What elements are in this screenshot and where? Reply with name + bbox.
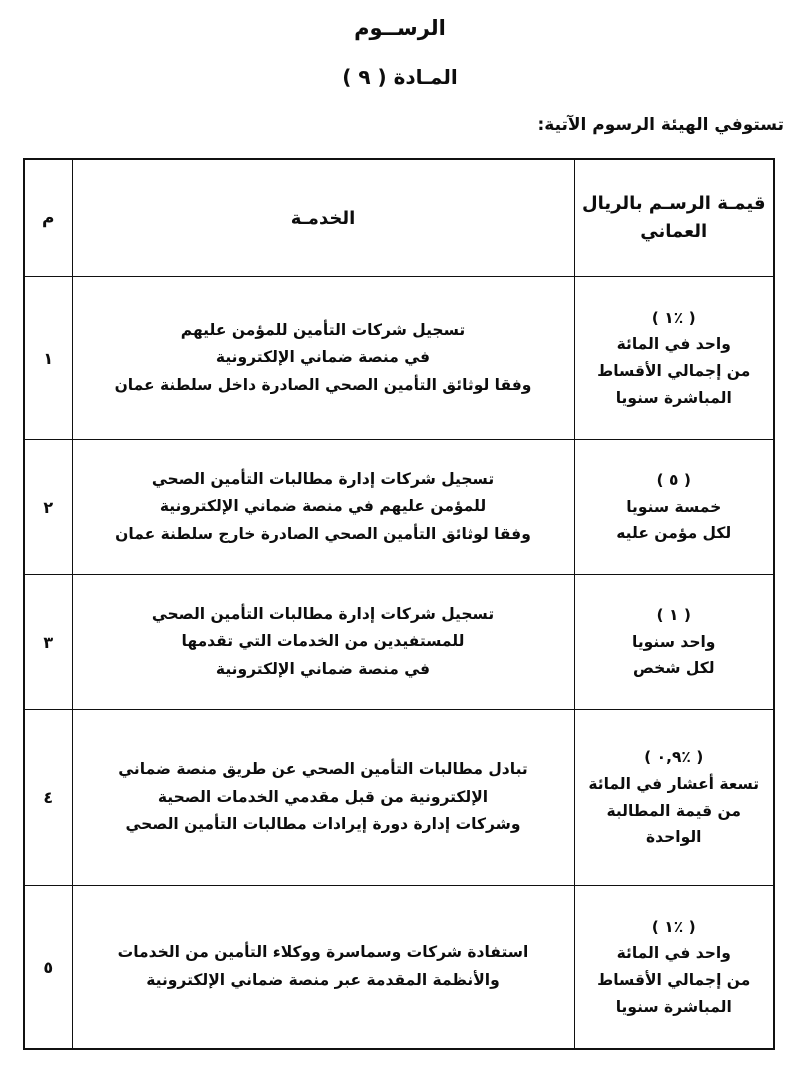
service-cell bbox=[72, 575, 574, 710]
table-row bbox=[24, 575, 774, 710]
fees-table bbox=[23, 158, 775, 1050]
service-line: للمستفيدين من الخدمات التي تقدمها bbox=[181, 632, 465, 651]
fee-line: ( ٪١ ) bbox=[651, 308, 696, 327]
column-header-fee-line2: بالريال العماني bbox=[581, 193, 708, 242]
row-number-cell: ٤ bbox=[24, 710, 72, 886]
page-title: الرســوم bbox=[354, 16, 446, 40]
fee-line: خمسة سنويا bbox=[626, 497, 722, 516]
fee-line: لكل شخص bbox=[632, 659, 715, 678]
fee-line: واحد سنويا bbox=[632, 632, 716, 651]
fee-line: واحد في المائة bbox=[616, 335, 731, 354]
service-line: تسجيل شركات إدارة مطالبات التأمين الصحي bbox=[151, 604, 495, 623]
intro-paragraph: تستوفي الهيئة الرسوم الآتية: bbox=[537, 115, 784, 136]
service-cell bbox=[72, 277, 574, 440]
fee-line: لكل مؤمن عليه bbox=[616, 524, 732, 543]
fee-line: ( ١ ) bbox=[656, 606, 691, 625]
fee-line: المباشرة سنويا bbox=[615, 388, 732, 407]
service-line: والأنظمة المقدمة عبر منصة ضماني الإلكترونية bbox=[146, 971, 500, 989]
service-line: وفقا لوثائق التأمين الصحي الصادرة داخل سلطنة عمان bbox=[114, 375, 532, 394]
column-header-fee-line1: قيمـة الرسـم bbox=[648, 193, 766, 215]
table-row bbox=[24, 886, 774, 1050]
table-row bbox=[24, 440, 774, 575]
table-header-row bbox=[24, 159, 774, 277]
fee-cell bbox=[574, 277, 774, 440]
service-line: في منصة ضماني الإلكترونية bbox=[215, 659, 431, 678]
fee-line: من إجمالي الأقساط bbox=[597, 971, 751, 989]
service-line: وفقا لوثائق التأمين الصحي الصادرة خارج سلطنة عمان bbox=[115, 524, 531, 543]
table-body bbox=[24, 277, 774, 1050]
row-number-cell: ٢ bbox=[24, 440, 72, 575]
fee-cell bbox=[574, 440, 774, 575]
table-row bbox=[24, 277, 774, 440]
fee-line: الواحدة bbox=[646, 828, 702, 847]
fee-line: واحد في المائة bbox=[616, 944, 731, 963]
fee-line: من إجمالي الأقساط bbox=[597, 362, 751, 380]
fees-table-container bbox=[25, 158, 775, 1050]
service-line: تسجيل شركات التأمين للمؤمن عليهم bbox=[180, 320, 466, 339]
row-number-cell: ١ bbox=[24, 277, 72, 440]
row-number-cell: ٥ bbox=[24, 886, 72, 1050]
fee-cell bbox=[574, 886, 774, 1050]
article-heading: المـادة ( ٩ ) bbox=[342, 65, 458, 90]
service-cell bbox=[72, 886, 574, 1050]
service-line: للمؤمن عليهم في منصة ضماني الإلكترونية bbox=[159, 497, 487, 516]
service-cell bbox=[72, 710, 574, 886]
fee-line: ( ٥ ) bbox=[656, 471, 691, 490]
fee-line: من قيمة المطالبة bbox=[606, 801, 742, 820]
fee-cell bbox=[574, 575, 774, 710]
service-line: وشركات إدارة دورة إيرادات مطالبات التأمين الصحي bbox=[125, 815, 521, 834]
fee-cell bbox=[574, 710, 774, 886]
service-line: تبادل مطالبات التأمين الصحي عن طريق منصة ضماني bbox=[118, 760, 528, 779]
table-row bbox=[24, 710, 774, 886]
column-header-fee bbox=[574, 159, 774, 277]
fee-line: المباشرة سنويا bbox=[615, 997, 732, 1016]
service-cell bbox=[72, 440, 574, 575]
table-header bbox=[24, 159, 774, 277]
row-number-cell: ٣ bbox=[24, 575, 72, 710]
column-header-number: م bbox=[24, 159, 72, 277]
fee-line: ( ٪١ ) bbox=[651, 917, 696, 936]
service-line: استفادة شركات وسماسرة ووكلاء التأمين من الخدمات bbox=[117, 943, 529, 962]
fee-line: ( ٪٠,٩ ) bbox=[644, 748, 704, 767]
service-line: في منصة ضماني الإلكترونية bbox=[215, 348, 431, 367]
fee-line: تسعة أعشار في المائة bbox=[588, 774, 760, 793]
service-line: الإلكترونية من قبل مقدمي الخدمات الصحية bbox=[157, 787, 489, 806]
column-header-service: الخدمـة bbox=[72, 159, 574, 277]
service-line: تسجيل شركات إدارة مطالبات التأمين الصحي bbox=[151, 469, 495, 488]
